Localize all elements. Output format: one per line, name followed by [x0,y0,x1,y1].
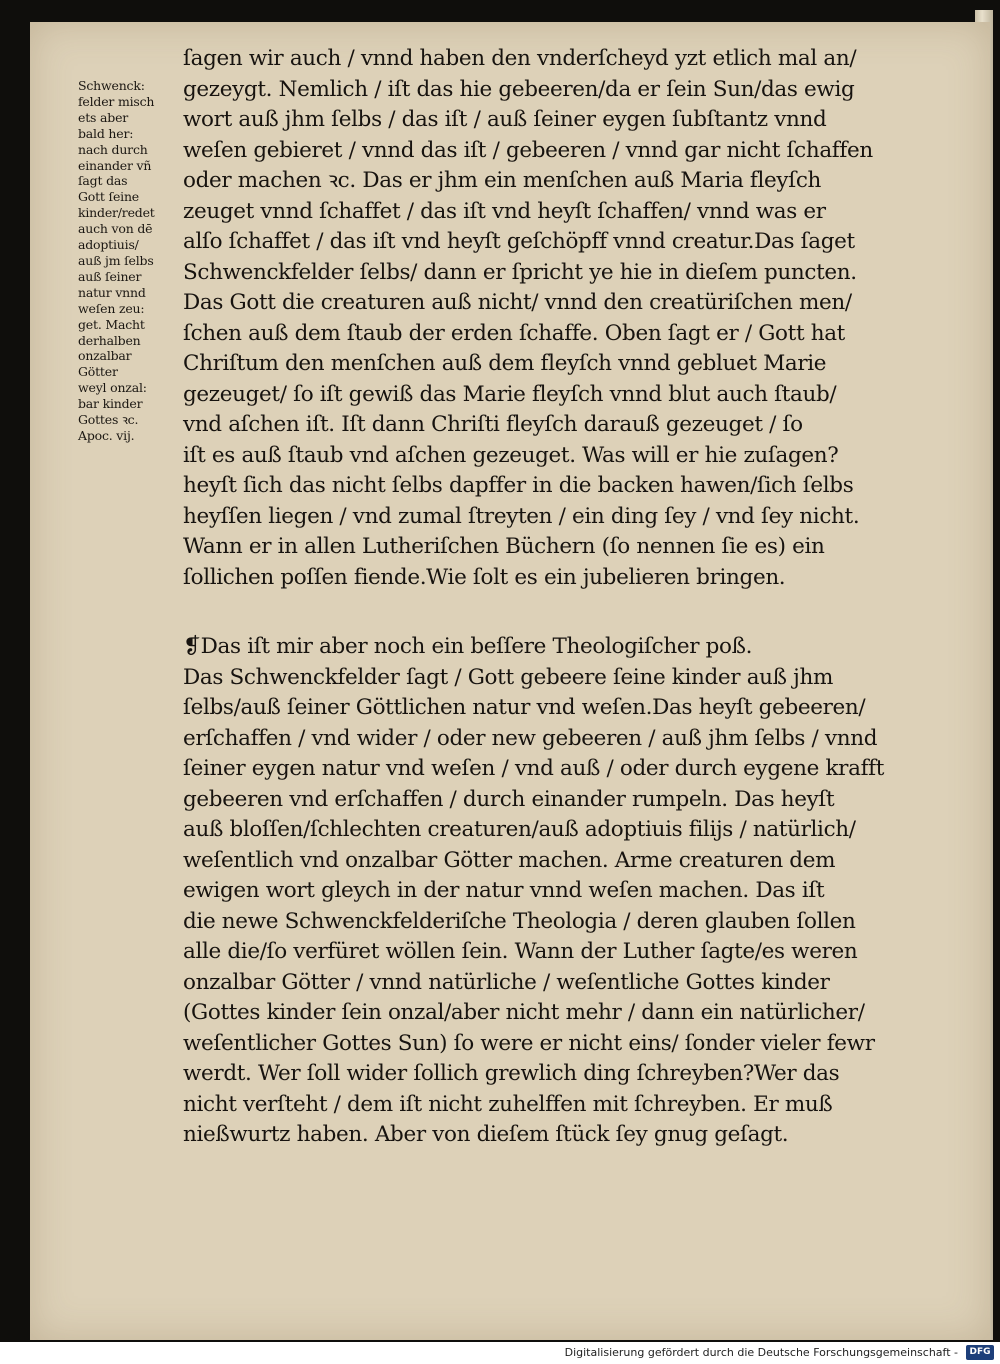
marginal-note-line: ſagt das [78,173,128,189]
text-line: ſeiner eygen natur vnd weſen / vnd auß / oder durch eygene krafft [183,756,885,781]
text-line: (Gottes kinder ſein onzal/aber nicht mehr / dann ein natürlicher/ [183,1000,865,1025]
text-line: alle die/ſo verfüret wöllen ſein. Wann der Luther ſagte/es weren [183,939,858,964]
text-line: die newe Schwenckfelderiſche Theologia / deren glauben ſollen [183,908,856,934]
text-line: onzalbar Götter / vnnd natürliche / weſentliche Gottes kinder [183,969,830,995]
marginal-note-line: natur vnnd [78,284,146,300]
marginal-note-line: auch von dē [78,221,153,237]
text-line: gezeygt. Nemlich / iſt das hie gebeeren/da er ſein Sun/das ewig [183,76,855,102]
text-line: gezeuget/ ſo iſt gewiß das Marie fleyſch vnnd blut auch ſtaub/ [183,381,837,407]
text-line: vnd aſchen iſt. Iſt dann Chriſti fleyſch darauß gezeuget / ſo [183,412,803,437]
text-line: Wann er in allen Lutheriſchen Büchern (ſo nennen ſie es) ein [183,534,825,559]
footer-credit: Digitalisierung gefördert durch die Deutsche Forschungsgemeinschaft - [564,1346,958,1359]
marginal-note-line: weyl onzal: [78,380,147,396]
footer-bar [0,1342,1000,1364]
marginal-note-line: Apoc. vij. [78,427,135,443]
text-line: ſelbs/auß ſeiner Göttlichen natur vnd weſen.Das heyſt gebeeren/ [183,695,866,720]
marginal-note-line: bar kinder [78,396,143,412]
text-line: weſentlich vnd onzalbar Götter machen. Arme creaturen dem [183,847,836,873]
text-line: ſagen wir auch / vnnd haben den vnderſcheyd yzt etlich mal an/ [183,46,857,71]
text-line: ſollichen poſſen fiende.Wie ſolt es ein jubelieren bringen. [183,564,786,590]
text-line: nießwurtz haben. Aber von dieſem ſtück ſey gnug geſagt. [183,1122,789,1147]
marginal-note-line: nach durch [78,141,148,157]
text-line: ſchen auß dem ſtaub der erden ſchaffe. Oben ſagt er / Gott hat [183,320,845,346]
text-line: auß bloſſen/ſchlechten creaturen/auß adoptiuis filijs / natürlich/ [183,817,856,842]
marginal-note-line: Götter [78,364,118,380]
text-line: zeuget vnnd ſchaffet / das iſt vnd heyſt ſchaffen/ vnnd was er [183,198,826,224]
marginal-note-line: auß ſeiner [78,268,142,284]
text-line: heyſt ſich das nicht ſelbs dapffer in die backen hawen/ſich ſelbs [183,473,854,498]
text-line: werdt. Wer ſoll wider ſollich grewlich ding ſchreyben?Wer das [183,1061,840,1086]
marginal-note-line: adoptiuis/ [78,237,139,253]
text-line: wort auß jhm ſelbs / das iſt / auß ſeiner eygen ſubſtantz vnnd [183,107,827,132]
text-line: erſchaffen / vnd wider / oder new gebeeren / auß jhm ſelbs / vnnd [183,725,878,751]
text-line: oder machen ꝛc. Das er jhm ein menſchen auß Maria fleyſch [183,168,822,193]
marginal-note-line: weſen zeu: [78,300,145,316]
dfg-logo: DFG [966,1345,994,1360]
text-line: weſentlicher Gottes Sun) ſo were er nicht eins/ ſonder vieler fewr [183,1030,875,1056]
paragraph-1 [183,44,973,593]
marginal-note-line: bald her: [78,125,134,141]
marginal-note-line: einander vñ [78,157,152,173]
text-line: Das Schwenckfelder ſagt / Gott gebeere ſeine kinder auß jhm [183,664,834,690]
marginal-note-line: kinder/redet [78,205,155,221]
marginal-note-line: get. Macht [78,316,145,332]
marginal-note-line: felder misch [78,93,155,109]
text-line: gebeeren vnd erſchaffen / durch einander rumpeln. Das heyſt [183,786,835,812]
text-line: ewigen wort gleych in der natur vnnd weſen machen. Das iſt [183,878,825,903]
text-line: weſen gebieret / vnnd das iſt / gebeeren / vnnd gar nicht ſchaffen [183,137,873,163]
marginal-note-line: Gott ſeine [78,189,140,205]
marginal-note-line: ets aber [78,109,129,125]
marginal-note-line: derhalben [78,332,141,348]
marginal-note-line: onzalbar [78,348,132,364]
text-line: alſo ſchaffet / das iſt vnd heyſt geſchöpff vnnd creatur.Das ſaget [183,229,855,254]
text-line: heyſſen liegen / vnd zumal ſtreyten / ein ding ſey / vnd ſey nicht. [183,503,860,529]
marginal-note [78,78,178,444]
text-line: Chriſtum den menſchen auß dem fleyſch vnnd gebluet Marie [183,351,827,376]
marginal-note-line: auß jm ſelbs [78,252,154,268]
text-line: Schwenckfelder ſelbs/ dann er ſpricht ye hie in dieſem puncten. [183,259,857,285]
text-line: nicht verſteht / dem iſt nicht zuhelffen mit ſchreyben. Er muß [183,1091,833,1117]
marginal-note-line: Gottes ꝛc. [78,412,139,428]
text-line: Das Gott die creaturen auß nicht/ vnnd den creatüriſchen men/ [183,290,852,315]
paragraph-2 [183,632,973,1151]
marginal-note-line: Schwenck: [78,78,145,93]
text-line: ❡Das iſt mir aber noch ein beſſere Theologiſcher poß. [183,634,753,659]
text-line: iſt es auß ſtaub vnd aſchen gezeuget. Was will er hie zuſagen? [183,442,839,468]
